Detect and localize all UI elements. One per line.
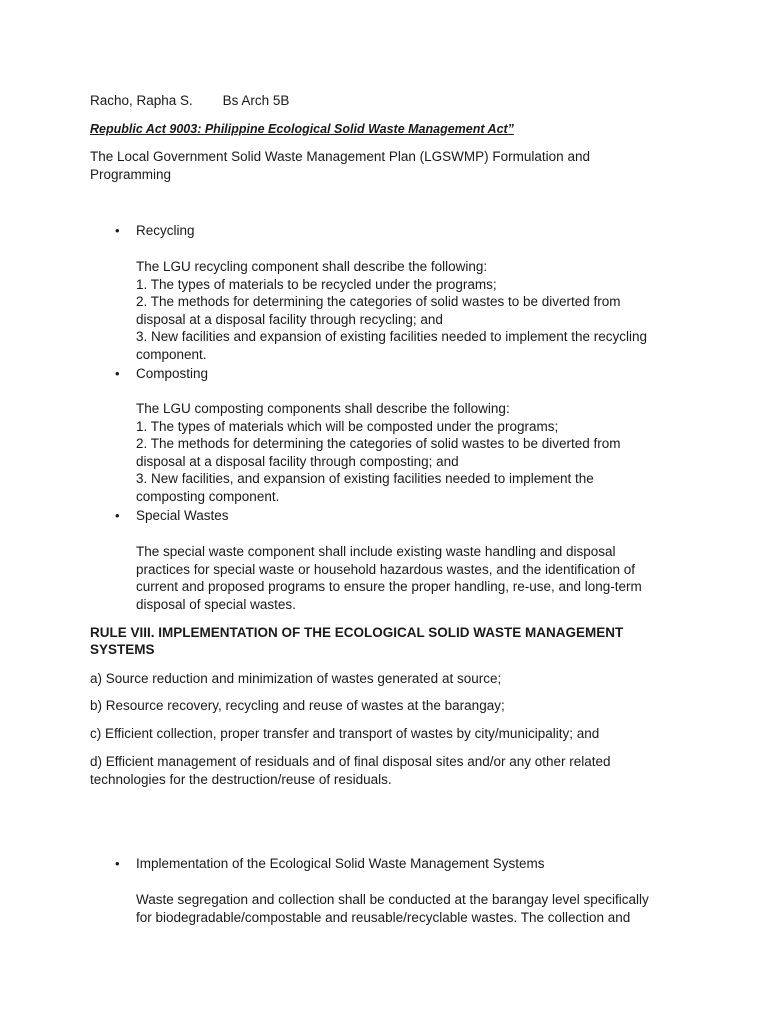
body-line: current and proposed programs to ensure the proper handling, re-use, and long-term	[136, 579, 642, 595]
body-line: 3. New facilities, and expansion of existing facilities needed to implement the	[136, 471, 594, 487]
section-heading-special-wastes: Special Wastes	[136, 508, 229, 523]
rule-item-d-line-2: technologies for the destruction/reuse of residuals.	[90, 772, 392, 787]
body-line: for biodegradable/compostable and reusable/recyclable wastes. The collection and	[136, 909, 631, 925]
body-line: practices for special waste or household hazardous wastes, and the identification of	[136, 561, 636, 577]
body-line: 3. New facilities and expansion of existing facilities needed to implement the recycling	[136, 329, 648, 345]
bullet-icon: •	[115, 223, 120, 238]
bullet-icon: •	[115, 856, 120, 871]
body-line: disposal at a disposal facility through recycling; and	[136, 311, 443, 327]
bullet-icon: •	[115, 508, 120, 523]
section-body-composting	[136, 400, 676, 506]
document-title: Republic Act 9003: Philippine Ecological Solid Waste Management Act”	[90, 122, 514, 136]
course-label: Bs Arch 5B	[222, 93, 290, 108]
body-line: disposal of special wastes.	[136, 596, 296, 612]
rule-item-d-line-1: d) Efficient management of residuals and of final disposal sites and/or any other related	[90, 754, 611, 769]
rule-heading-line-2: SYSTEMS	[90, 642, 155, 657]
body-line: 2. The methods for determining the categories of solid wastes to be diverted from	[136, 436, 621, 452]
rule-heading-line-1: RULE VIII. IMPLEMENTATION OF THE ECOLOGICAL SOLID WASTE MANAGEMENT	[90, 625, 624, 640]
body-line: 1. The types of materials which will be composted under the programs;	[136, 418, 559, 434]
implementation-body	[136, 891, 676, 926]
rule-item-b: b) Resource recovery, recycling and reuse of wastes at the barangay;	[90, 698, 505, 713]
bullet-icon: •	[115, 366, 120, 381]
body-line: composting component.	[136, 488, 280, 504]
section-heading-composting: Composting	[136, 366, 209, 381]
section-body-recycling	[136, 258, 676, 364]
body-line: 1. The types of materials to be recycled under the programs;	[136, 276, 497, 292]
section-body-special-wastes	[136, 543, 676, 613]
subtitle-line-2: Programming	[90, 167, 172, 182]
body-line: disposal at a disposal facility through composting; and	[136, 453, 459, 469]
body-line: 2. The methods for determining the categories of solid wastes to be diverted from	[136, 294, 621, 310]
body-line: Waste segregation and collection shall be conducted at the barangay level specifically	[136, 892, 649, 907]
implementation-heading: Implementation of the Ecological Solid Waste Management Systems	[136, 856, 545, 871]
body-line: The special waste component shall include existing waste handling and disposal	[136, 544, 616, 559]
rule-item-a: a) Source reduction and minimization of wastes generated at source;	[90, 671, 502, 686]
body-line: The LGU composting components shall describe the following:	[136, 401, 510, 416]
subtitle-line-1: The Local Government Solid Waste Management Plan (LGSWMP) Formulation and	[90, 149, 590, 164]
body-line: The LGU recycling component shall describe the following:	[136, 259, 488, 274]
body-line: component.	[136, 346, 207, 362]
header	[90, 92, 289, 110]
rule-item-c: c) Efficient collection, proper transfer and transport of wastes by city/municipality; and	[90, 726, 600, 741]
author-name: Racho, Rapha S.	[90, 93, 193, 108]
section-heading-recycling: Recycling	[136, 223, 195, 238]
